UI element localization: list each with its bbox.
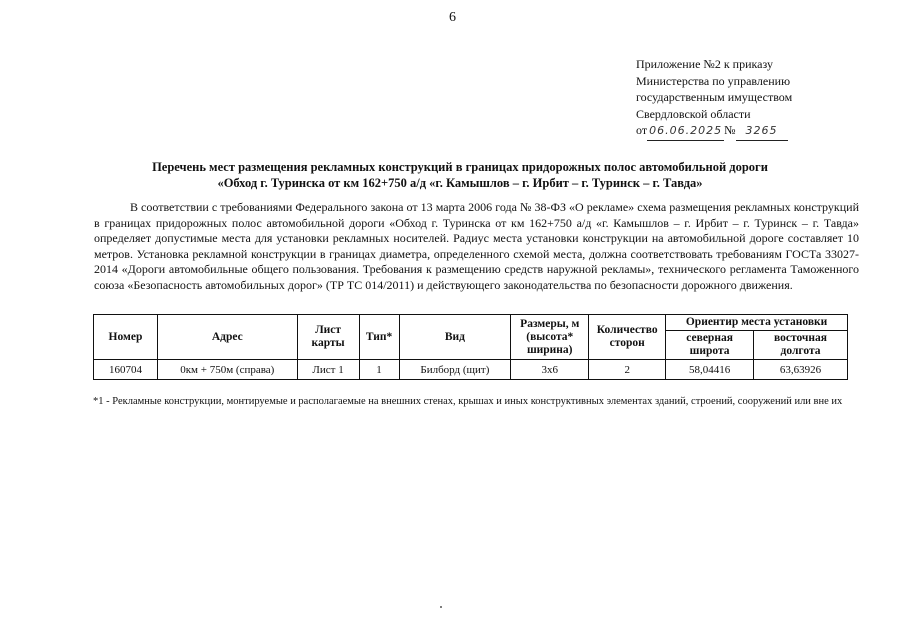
header-kind: Вид: [399, 315, 511, 360]
title-line-1: Перечень мест размещения рекламных конструкций в границах придорожных полос автомобильной дороги: [152, 160, 768, 174]
table-row: [94, 360, 848, 380]
placement-table: [93, 314, 848, 380]
cell-address: 0км + 750м (справа): [157, 360, 297, 380]
header-map-sheet: Лист карты: [297, 315, 359, 360]
date-prefix: от: [636, 123, 648, 137]
appendix-line-4: Свердловской области: [636, 106, 751, 121]
handwritten-date: 06.06.2025: [647, 123, 724, 141]
cell-latitude: 58,04416: [666, 360, 754, 380]
appendix-line-3: государственным имуществом: [636, 90, 793, 104]
header-type: Тип*: [359, 315, 399, 360]
title-line-2: «Обход г. Туринска от км 162+750 а/д «г. Камышлов – г. Ирбит – г. Туринск – г. Тавда»: [217, 176, 703, 190]
footnote: *1 - Рекламные конструкции, монтируемые и располагаемые на внешних стенах, крышах и иных конструктивных элементах зданий, строений, сооружений или вне их: [93, 396, 843, 407]
cell-kind: Билборд (щит): [399, 360, 511, 380]
header-number: Номер: [94, 315, 158, 360]
header-size: Размеры, м (высота* ширина): [511, 315, 589, 360]
cell-map-sheet: Лист 1: [297, 360, 359, 380]
cell-sides: 2: [589, 360, 666, 380]
header-longitude: восточная долгота: [754, 331, 848, 360]
appendix-line-1: Приложение №2 к приказу: [636, 57, 773, 71]
header-latitude: северная широта: [666, 331, 754, 360]
header-landmark: Ориентир места установки: [666, 315, 848, 331]
cell-number: 160704: [94, 360, 158, 380]
handwritten-number: 3265: [736, 123, 788, 141]
appendix-block: [636, 56, 876, 141]
header-address: Адрес: [157, 315, 297, 360]
appendix-date-line: [636, 122, 876, 141]
number-prefix: №: [724, 123, 736, 137]
page-number: 6: [449, 10, 456, 25]
scan-speck: [440, 606, 442, 608]
cell-type: 1: [359, 360, 399, 380]
cell-size: 3х6: [511, 360, 589, 380]
appendix-line-2: Министерства по управлению: [636, 73, 791, 88]
header-sides: Количество сторон: [589, 315, 666, 360]
cell-longitude: 63,63926: [754, 360, 848, 380]
document-title: [80, 159, 840, 191]
body-paragraph: В соответствии с требованиями Федерального закона от 13 марта 2006 года № 38-ФЗ «О рекламе» схема размещения рекламных конструкций в границах придорожных полос автомобильной дороги «Обход г. Туринска от км 162+750 а/д «г. Камышлов – г. Ирбит – г. Туринск – г. Тавда» определяет допустимые места для установки рекламных носителей. Радиус места установки конструкции на автомобильной дороге составляет 10 метров. Установка рекламной конструкции в границах диаметра, определенного схемой места, должна соответствовать требованиям ГОСТа 33027-2014 «Дороги автомобильные общего пользования. Требования к размещению средств наружной рекламы», технического регламента Таможенного союза «Безопасность автомобильных дорог» (ТР ТС 014/2011) и действующего законодательства по безопасности дорожного движения.: [94, 200, 859, 292]
